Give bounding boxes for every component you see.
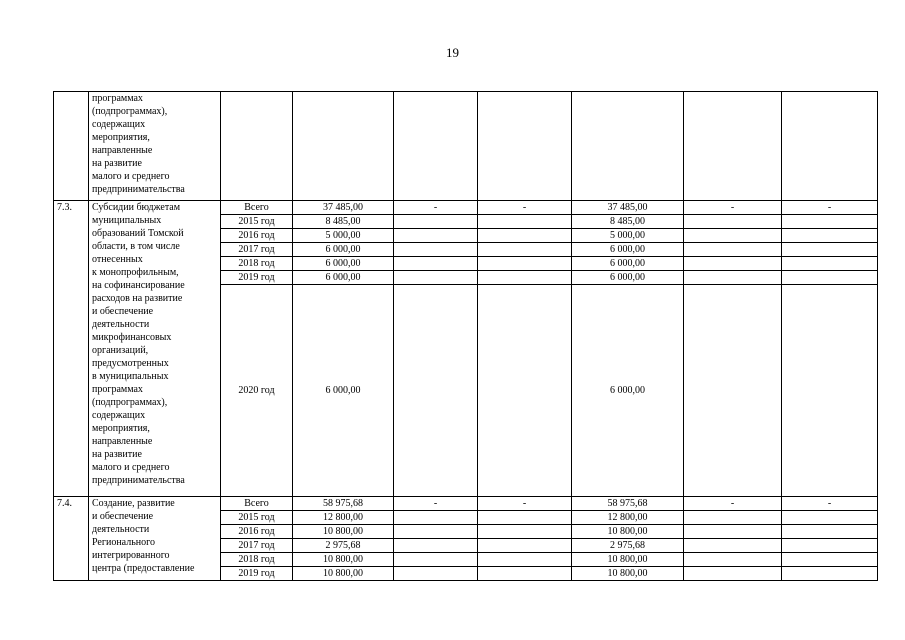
year-cell: 2016 год (221, 229, 293, 243)
total-cell: 6 000,00 (293, 257, 394, 271)
column-5-cell (572, 92, 684, 201)
column-3-cell (394, 511, 478, 525)
column-7-cell (782, 243, 878, 257)
column-4-cell (478, 553, 572, 567)
column-4-cell: - (478, 201, 572, 215)
column-6-cell: - (684, 201, 782, 215)
column-5-cell: 10 800,00 (572, 553, 684, 567)
column-3-cell (394, 285, 478, 497)
column-5-cell: 6 000,00 (572, 285, 684, 497)
budget-table (53, 91, 878, 581)
row-number-cell: 7.4. (54, 497, 89, 581)
column-4-cell (478, 271, 572, 285)
column-5-cell: 6 000,00 (572, 271, 684, 285)
column-3-cell: - (394, 201, 478, 215)
column-5-cell: 12 800,00 (572, 511, 684, 525)
column-6-cell (684, 525, 782, 539)
year-cell: 2018 год (221, 257, 293, 271)
column-6-cell (684, 553, 782, 567)
column-7-cell: - (782, 497, 878, 511)
year-cell: 2015 год (221, 511, 293, 525)
total-cell: 12 800,00 (293, 511, 394, 525)
column-5-cell: 5 000,00 (572, 229, 684, 243)
column-6-cell (684, 271, 782, 285)
description-cell: Субсидии бюджетам муниципальных образований Томской области, в том числе отнесенных к монопрофильным, на софинансирование расходов на развитие и обеспечение деятельности микрофинансовых организаций, предусмотренных в муниципальных программах (подпрограммах), содержащих мероприятия, направленные на развитие малого и среднего предпринимательства (89, 201, 221, 497)
column-3-cell (394, 271, 478, 285)
total-cell: 10 800,00 (293, 567, 394, 581)
column-3-cell (394, 92, 478, 201)
total-cell: 6 000,00 (293, 285, 394, 497)
column-4-cell (478, 525, 572, 539)
column-7-cell (782, 525, 878, 539)
description-cell: Создание, развитие и обеспечение деятельности Регионального интегрированного центра (предоставление (89, 497, 221, 581)
column-5-cell: 10 800,00 (572, 567, 684, 581)
year-cell: 2018 год (221, 553, 293, 567)
column-6-cell (684, 539, 782, 553)
column-4-cell (478, 567, 572, 581)
total-cell: 10 800,00 (293, 525, 394, 539)
total-cell: 6 000,00 (293, 271, 394, 285)
total-cell: 6 000,00 (293, 243, 394, 257)
column-4-cell (478, 92, 572, 201)
column-3-cell (394, 567, 478, 581)
total-cell: 5 000,00 (293, 229, 394, 243)
column-5-cell: 58 975,68 (572, 497, 684, 511)
table-row (54, 497, 878, 511)
column-3-cell (394, 229, 478, 243)
total-cell: 10 800,00 (293, 553, 394, 567)
column-4-cell (478, 539, 572, 553)
year-cell: 2015 год (221, 215, 293, 229)
total-cell: 2 975,68 (293, 539, 394, 553)
column-3-cell (394, 215, 478, 229)
year-cell (221, 92, 293, 201)
table-row (54, 92, 878, 201)
year-cell: Всего (221, 497, 293, 511)
column-7-cell (782, 271, 878, 285)
column-4-cell (478, 511, 572, 525)
total-cell: 58 975,68 (293, 497, 394, 511)
column-7-cell (782, 553, 878, 567)
row-number-cell (54, 92, 89, 201)
column-7-cell (782, 215, 878, 229)
column-4-cell: - (478, 497, 572, 511)
column-3-cell (394, 257, 478, 271)
column-6-cell (684, 229, 782, 243)
column-4-cell (478, 243, 572, 257)
total-cell: 37 485,00 (293, 201, 394, 215)
year-cell: 2019 год (221, 567, 293, 581)
column-7-cell (782, 229, 878, 243)
column-4-cell (478, 215, 572, 229)
total-cell: 8 485,00 (293, 215, 394, 229)
row-number-cell: 7.3. (54, 201, 89, 497)
column-6-cell: - (684, 497, 782, 511)
year-cell: 2017 год (221, 243, 293, 257)
column-6-cell (684, 285, 782, 497)
column-7-cell (782, 539, 878, 553)
column-6-cell (684, 511, 782, 525)
column-7-cell (782, 92, 878, 201)
total-cell (293, 92, 394, 201)
column-3-cell (394, 243, 478, 257)
column-5-cell: 10 800,00 (572, 525, 684, 539)
year-cell: 2017 год (221, 539, 293, 553)
column-3-cell (394, 525, 478, 539)
column-5-cell: 6 000,00 (572, 243, 684, 257)
column-6-cell (684, 257, 782, 271)
column-7-cell (782, 511, 878, 525)
column-3-cell: - (394, 497, 478, 511)
column-7-cell (782, 567, 878, 581)
year-cell: Всего (221, 201, 293, 215)
year-cell: 2019 год (221, 271, 293, 285)
column-5-cell: 6 000,00 (572, 257, 684, 271)
description-cell: программах (подпрограммах), содержащих мероприятия, направленные на развитие малого и среднего предпринимательства (89, 92, 221, 201)
column-6-cell (684, 243, 782, 257)
column-3-cell (394, 539, 478, 553)
column-6-cell (684, 567, 782, 581)
year-cell: 2016 год (221, 525, 293, 539)
column-7-cell (782, 257, 878, 271)
page-number: 19 (446, 45, 459, 60)
column-6-cell (684, 215, 782, 229)
column-4-cell (478, 285, 572, 497)
column-4-cell (478, 229, 572, 243)
column-7-cell: - (782, 201, 878, 215)
year-cell: 2020 год (221, 285, 293, 497)
column-5-cell: 8 485,00 (572, 215, 684, 229)
table-body (54, 92, 878, 581)
column-4-cell (478, 257, 572, 271)
column-3-cell (394, 553, 478, 567)
column-5-cell: 37 485,00 (572, 201, 684, 215)
column-7-cell (782, 285, 878, 497)
column-6-cell (684, 92, 782, 201)
table-row (54, 201, 878, 215)
column-5-cell: 2 975,68 (572, 539, 684, 553)
